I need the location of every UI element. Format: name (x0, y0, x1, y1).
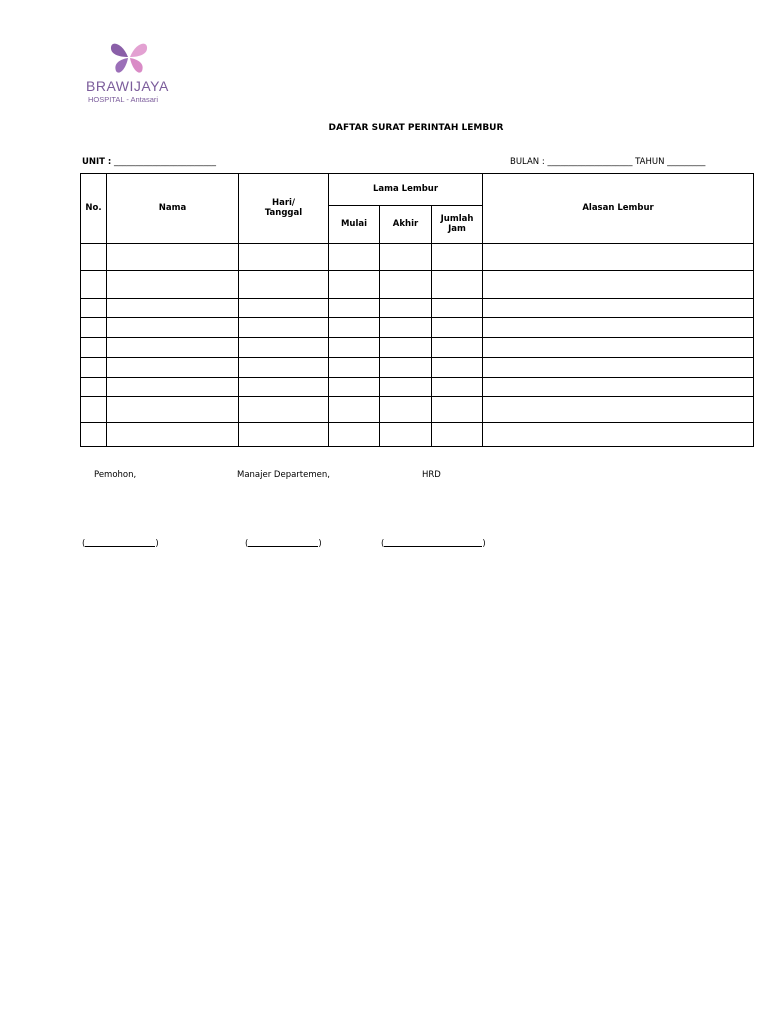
header-hari: Hari/ (271, 197, 296, 208)
header-jumlah-jam (432, 206, 483, 244)
cell-hari-tanggal (239, 299, 329, 318)
close-paren: ) (482, 539, 486, 549)
cell-no (81, 338, 107, 358)
table-row (81, 244, 754, 271)
cell-no (81, 318, 107, 338)
open-paren: ( (245, 539, 249, 549)
cell-nama (107, 271, 239, 299)
cell-alasan (483, 338, 754, 358)
close-paren: ) (318, 539, 322, 549)
cell-mulai (329, 338, 380, 358)
table-row (81, 423, 754, 447)
cell-akhir (380, 378, 432, 397)
cell-mulai (329, 378, 380, 397)
cell-mulai (329, 423, 380, 447)
cell-jumlah-jam (432, 378, 483, 397)
header-nama: Nama (107, 174, 239, 244)
cell-akhir (380, 318, 432, 338)
table-row (81, 318, 754, 338)
cell-akhir (380, 299, 432, 318)
cell-mulai (329, 244, 380, 271)
cell-akhir (380, 271, 432, 299)
period-field (510, 157, 705, 167)
open-paren: ( (381, 539, 385, 549)
cell-alasan (483, 244, 754, 271)
cell-jumlah-jam (432, 358, 483, 378)
cell-hari-tanggal (239, 318, 329, 338)
cell-hari-tanggal (239, 423, 329, 447)
cell-akhir (380, 423, 432, 447)
cell-nama (107, 378, 239, 397)
signature-line-hrd (381, 537, 486, 549)
cell-nama (107, 358, 239, 378)
header-alasan-lembur: Alasan Lembur (483, 174, 754, 244)
cell-no (81, 358, 107, 378)
cell-mulai (329, 271, 380, 299)
open-paren: ( (82, 539, 86, 549)
cell-hari-tanggal (239, 358, 329, 378)
cell-mulai (329, 318, 380, 338)
unit-label: UNIT : (82, 157, 112, 167)
cell-no (81, 423, 107, 447)
logo-name: BRAWIJAYA (86, 78, 169, 94)
signature-manajer: Manajer Departemen, (237, 470, 330, 480)
cell-jumlah-jam (432, 318, 483, 338)
table-row (81, 378, 754, 397)
bulan-blank: ____________________ (547, 157, 633, 167)
cell-mulai (329, 397, 380, 423)
cell-no (81, 397, 107, 423)
header-akhir: Akhir (380, 206, 432, 244)
table-row (81, 299, 754, 318)
table-row (81, 338, 754, 358)
cell-alasan (483, 318, 754, 338)
cell-hari-tanggal (239, 338, 329, 358)
header-lama-lembur: Lama Lembur (329, 174, 483, 206)
overtime-table (80, 173, 754, 447)
blank-line (248, 537, 318, 547)
cell-alasan (483, 358, 754, 378)
cell-alasan (483, 423, 754, 447)
cell-alasan (483, 271, 754, 299)
signature-hrd: HRD (422, 470, 441, 480)
cell-hari-tanggal (239, 244, 329, 271)
unit-field (82, 157, 216, 167)
cell-jumlah-jam (432, 299, 483, 318)
cell-jumlah-jam (432, 244, 483, 271)
table-body (81, 244, 754, 447)
cell-nama (107, 338, 239, 358)
bulan-label: BULAN : (510, 157, 545, 167)
header-jam: Jam (448, 223, 466, 234)
header-jumlah: Jumlah (440, 213, 474, 224)
table-row (81, 271, 754, 299)
tahun-label: TAHUN (635, 157, 665, 167)
cell-alasan (483, 299, 754, 318)
header-hari-tanggal (239, 174, 329, 244)
table-row (81, 397, 754, 423)
cell-no (81, 378, 107, 397)
header-tanggal: Tanggal (264, 207, 303, 218)
cell-akhir (380, 338, 432, 358)
cell-mulai (329, 299, 380, 318)
header-mulai: Mulai (329, 206, 380, 244)
signature-line-manajer (245, 537, 322, 549)
cell-akhir (380, 358, 432, 378)
cell-no (81, 299, 107, 318)
cell-akhir (380, 244, 432, 271)
signature-line-pemohon (82, 537, 159, 549)
cell-no (81, 271, 107, 299)
blank-line (85, 537, 155, 547)
cell-jumlah-jam (432, 338, 483, 358)
cell-hari-tanggal (239, 397, 329, 423)
cell-jumlah-jam (432, 397, 483, 423)
unit-blank: ________________________ (114, 157, 217, 167)
table-row (81, 358, 754, 378)
cell-nama (107, 299, 239, 318)
butterfly-logo-icon (108, 40, 150, 76)
hospital-logo (86, 40, 178, 104)
cell-nama (107, 423, 239, 447)
signature-pemohon: Pemohon, (94, 470, 137, 480)
cell-jumlah-jam (432, 423, 483, 447)
cell-nama (107, 397, 239, 423)
document-title: DAFTAR SURAT PERINTAH LEMBUR (328, 123, 504, 133)
logo-subtitle: HOSPITAL - Antasari (88, 95, 159, 104)
blank-line (384, 537, 482, 547)
cell-nama (107, 244, 239, 271)
header-no: No. (81, 174, 107, 244)
cell-alasan (483, 397, 754, 423)
close-paren: ) (155, 539, 159, 549)
cell-mulai (329, 358, 380, 378)
cell-jumlah-jam (432, 271, 483, 299)
tahun-blank: _________ (667, 157, 706, 167)
cell-hari-tanggal (239, 271, 329, 299)
cell-nama (107, 318, 239, 338)
cell-no (81, 244, 107, 271)
cell-hari-tanggal (239, 378, 329, 397)
cell-akhir (380, 397, 432, 423)
cell-alasan (483, 378, 754, 397)
